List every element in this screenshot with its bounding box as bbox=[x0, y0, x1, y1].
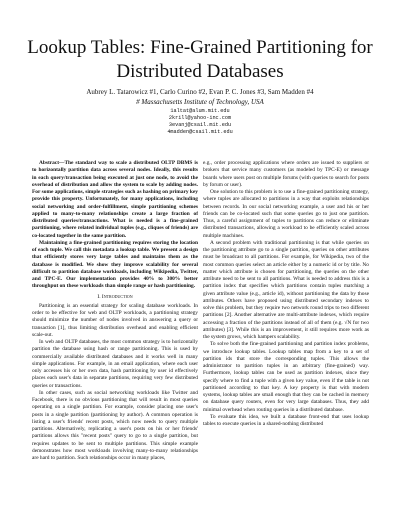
right-column bbox=[203, 160, 369, 510]
right-paragraph-1: e.g., order processing applications where orders are issued to suppliers or brokers that service many customers (as modeled by TPC-E) or message boards where users post on multiple forums (with queries to search for posts by forum or user). bbox=[203, 160, 369, 188]
email-3: 3evanj@csail.mit.edu bbox=[168, 122, 232, 128]
right-paragraph-4: To solve both the fine-grained partitioning and partition index problems, we introduce lookup tables. Lookup tables map from a key to a set of partition ids that store the corresponding tuples. This allows the administrator to partition tuples in an arbitrary (fine-grained) way. Furthermore, lookup tables can be used as partition indexes, since they specify where to find a tuple with a given key value, even if the table is not partitioned according to that key. A key property is that with modern systems, lookup tables are small enough that they can be cached in memory on database query routers, even for very large databases. Thus, they add minimal overhead when routing queries in a distributed database. bbox=[203, 341, 369, 413]
right-paragraph-3: A second problem with traditional partitioning is that while queries on the partitioning attribute go to a single partition, queries on other attributes must be broadcast to all partitions. For example, for Wikipedia, two of the most common queries select an article either by a numeric id or by title. No matter which attribute is chosen for partitioning, the queries on the other attribute need to be sent to all partitions. What is needed to address this is a partition index that specifies which partitions contain tuples matching a given attribute value (e.g., article id), without partitioning the data by those attributes. Others have proposed using distributed secondary indexes to solve this problem, but they require two network round trips to two different partitions [2]. Another alternative are multi-attribute indexes, which require accessing a fraction of the partitions instead of all of them (e.g. √N for two attributes) [3]. While this is an improvement, it still requires more work as the system grows, which hampers scalability. bbox=[203, 239, 369, 340]
email-2: 2krill@yahoo-inc.com bbox=[168, 115, 232, 121]
email-1: 1altat@alum.mit.edu bbox=[170, 108, 230, 114]
author-block bbox=[0, 88, 400, 136]
title-line-2: Distributed Databases bbox=[116, 61, 284, 82]
email-list bbox=[0, 108, 400, 136]
authors-line: Aubrey L. Tatarowicz #1, Carlo Curino #2, Evan P. C. Jones #3, Sam Madden #4 bbox=[86, 88, 314, 96]
abstract: Abstract—The standard way to scale a distributed OLTP DBMS is to horizontally partition data across several nodes. Ideally, this results in each query/transaction being executed at just one node, to avoid the overhead of distribution and allow the system to scale by adding nodes. For some applications, simple strategies such as hashing on primary key provide this property. Unfortunately, for many applications, including social networking and order-fulfillment, simple partitioning schemes applied to many-to-many relationships create a large fraction of distributed queries/transactions. What is needed is a fine-grained partitioning, where related individual tuples (e.g., cliques of friends) are co-located together in the same partition. bbox=[32, 160, 198, 239]
right-paragraph-5: To evaluate this idea, we built a database front-end that uses lookup tables to execute queries in a shared-nothing distributed bbox=[203, 413, 369, 427]
intro-paragraph-2: In web and OLTP databases, the most common strategy is to horizontally partition the database using hash or range partitioning. This is used by commercially available distributed databases and it works well in many simple applications. For example, in an email application, where each user only accesses his or her own data, hash partitioning by user id effectively places each user's data in separate partitions, requiring very few distributed queries or transactions. bbox=[32, 339, 198, 389]
section-heading-introduction: I. Introduction bbox=[97, 293, 133, 300]
title-line-1: Lookup Tables: Fine-Grained Partitioning for bbox=[27, 37, 373, 58]
paper-title bbox=[0, 36, 400, 84]
email-4: 4madden@csail.mit.edu bbox=[167, 129, 233, 135]
intro-paragraph-3: In other cases, such as social networking workloads like Twitter and Facebook, there is no obvious partitioning that will result in most queries operating on a single partition. For example, consider placing one user's posts in a single partition (partitioning by author). A common operation is listing a user's friends' recent posts, which now needs to query multiple partitions. Alternatively, replicating a user's posts on his or her friends' partitions allows this "recent posts" query to go to a single partition, but requires updates to be sent to multiple partitions. This simple example demonstrates how most workloads involving many-to-many relationships are hard to partition. Such relationships occur in many places, bbox=[32, 389, 198, 461]
abstract-continued: Maintaining a fine-grained partitioning requires storing the location of each tuple. We call this metadata a lookup table. We present a design that efficiently stores very large tables and maintains them as the database is modified. We show they improve scalability for several difficult to partition database workloads, including Wikipedia, Twitter, and TPC-E. Our implementation provides 40% to 300% better throughput on these workloads than simple range or hash partitioning. bbox=[32, 239, 198, 290]
affiliation: # Massachusetts Institute of Technology, USA bbox=[136, 98, 264, 106]
right-paragraph-2: One solution to this problem is to use a fine-grained partitioning strategy, where tuples are allocated to partitions in a way that exploits relationships between records. In our social networking example, a user and his or her friends can be co-located such that some queries go to just one partition. Thus, a careful assignment of tuples to partitions can reduce or eliminate distributed transactions, allowing a workload to be efficiently scaled across multiple machines. bbox=[203, 189, 369, 239]
left-column bbox=[32, 160, 198, 510]
intro-paragraph-1: Partitioning is an essential strategy for scaling database workloads. In order to be effective for web and OLTP workloads, a partitioning strategy should minimize the number of nodes involved in answering a query or transaction [1], thus limiting distribution overhead and enabling efficient scale-out. bbox=[32, 302, 198, 338]
